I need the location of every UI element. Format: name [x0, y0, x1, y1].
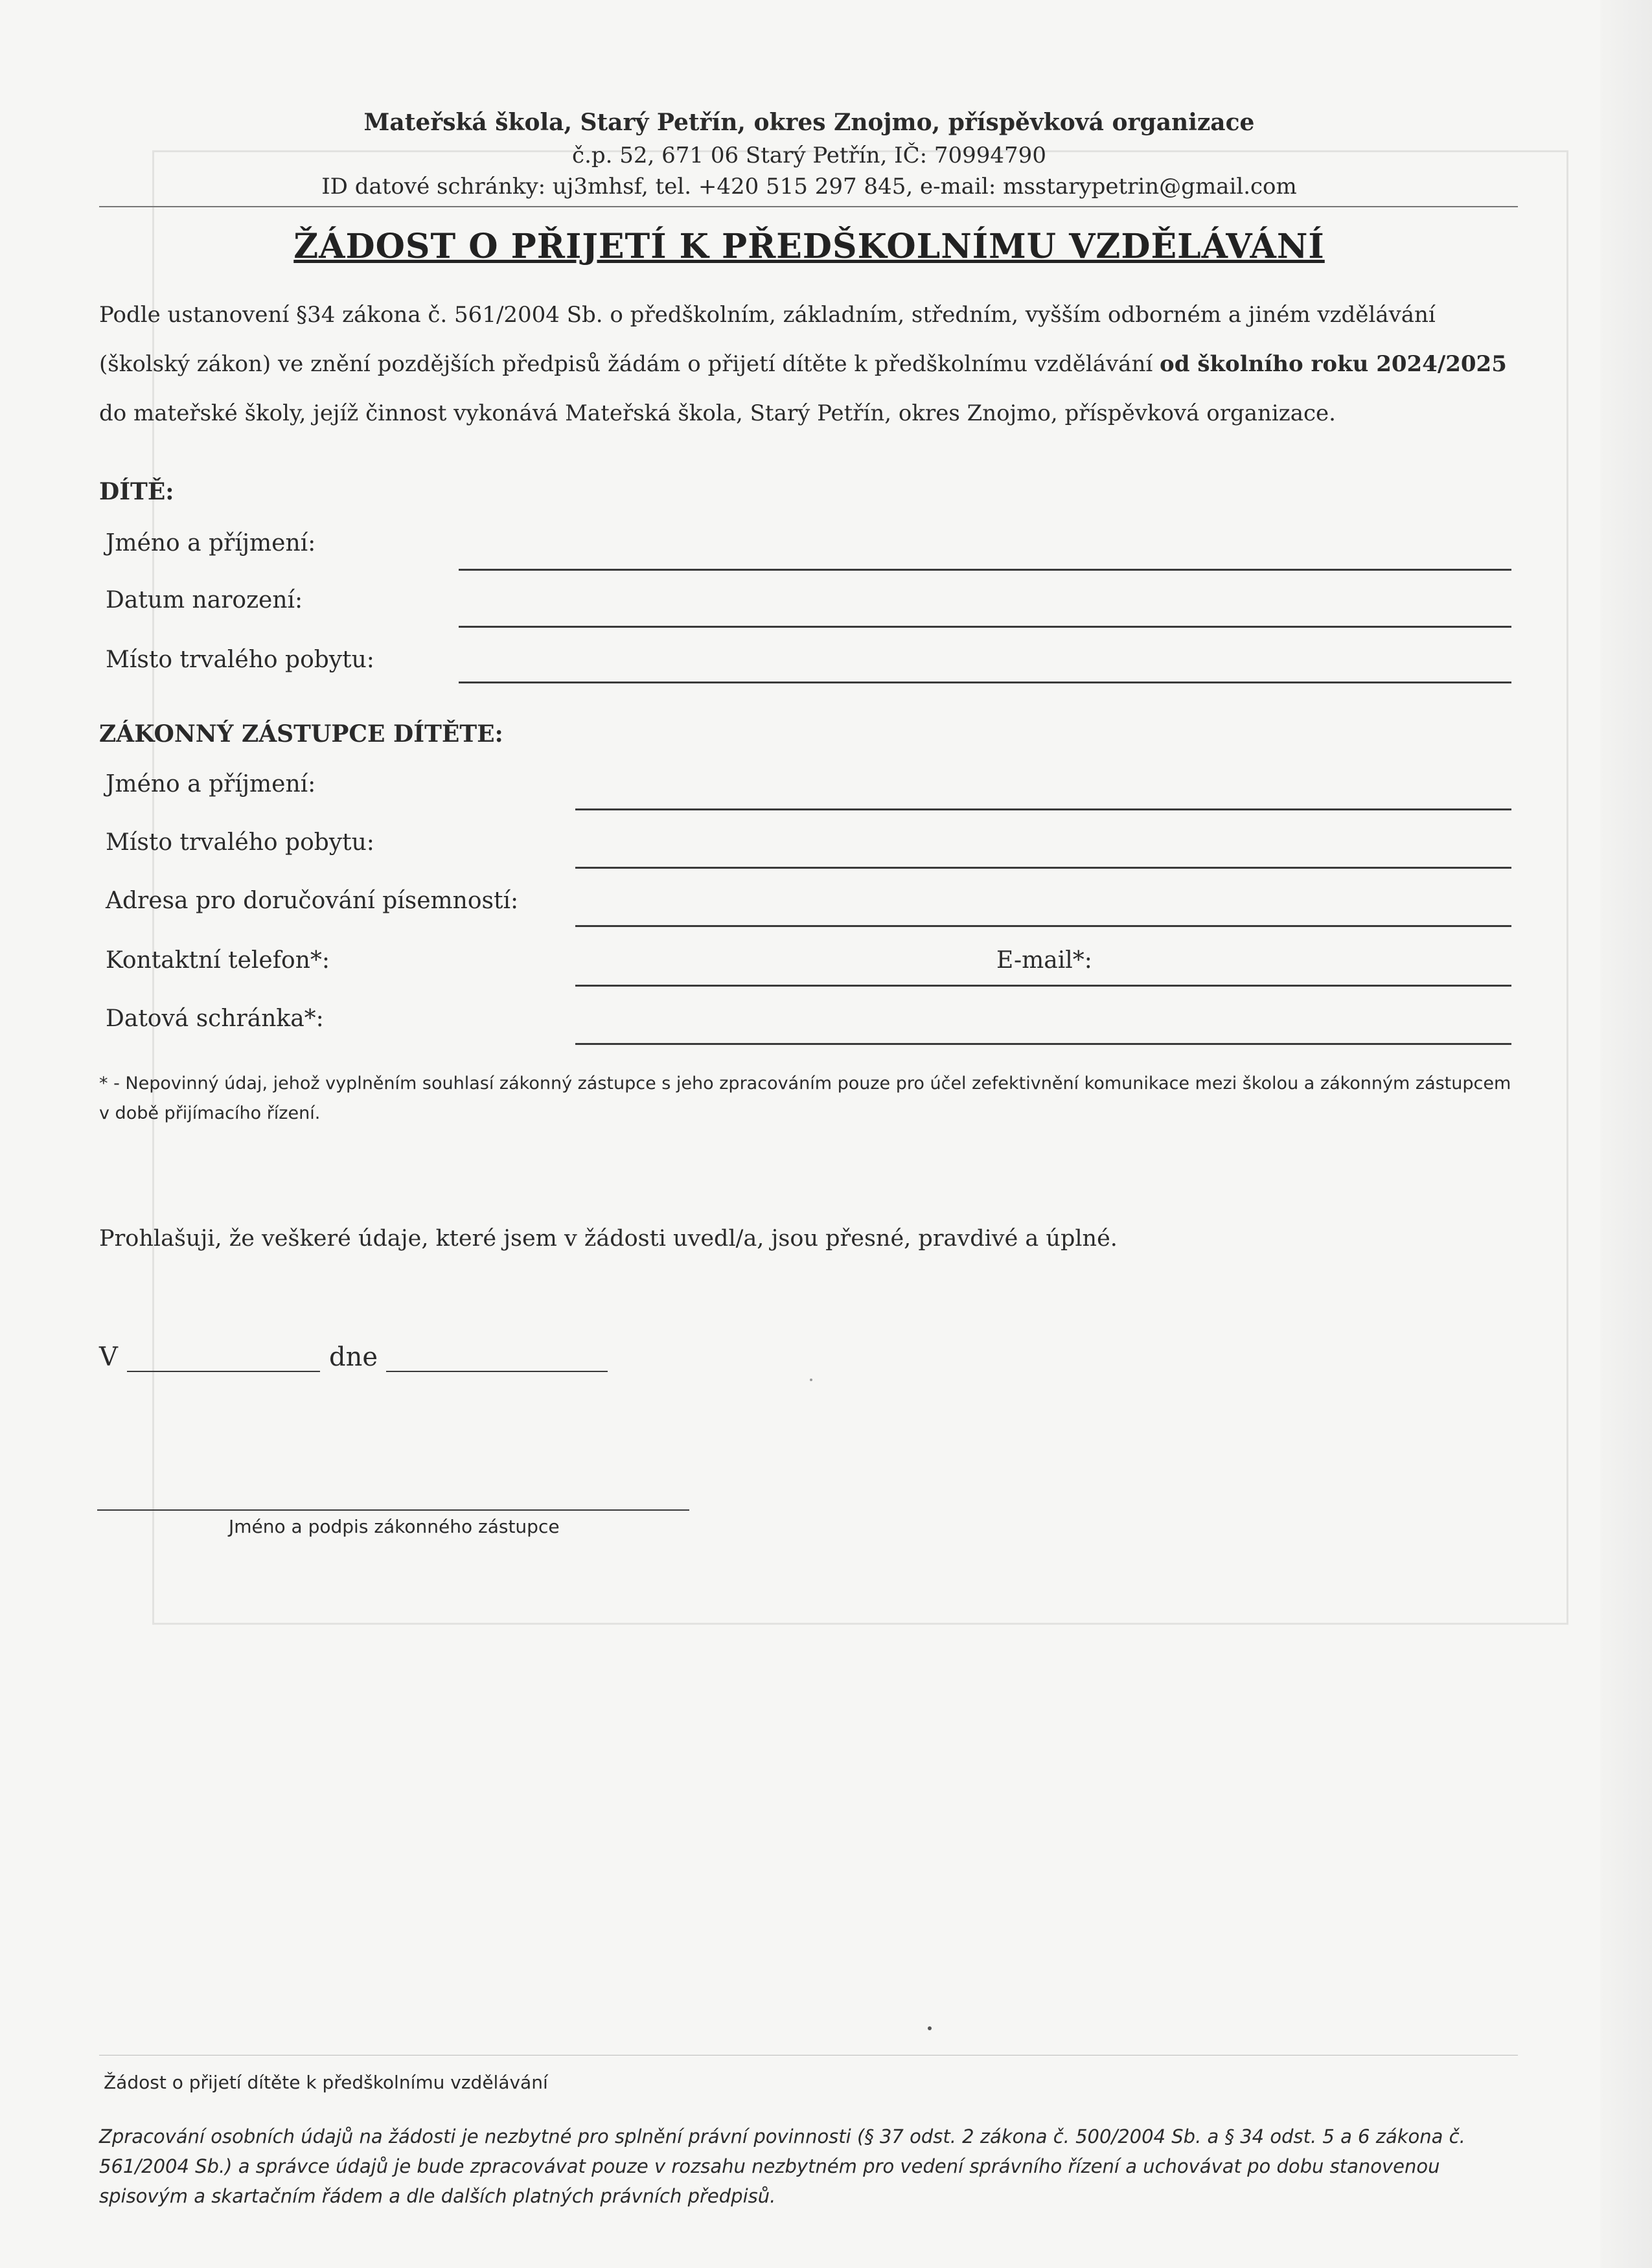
optional-footnote: * - Nepovinný údaj, jehož vyplněním souhlasí zákonný zástupce s jeho zpracováním pouze pro účel zefektivnění komunikace mezi školou a zákonným zástupcem v době přijímacího řízení.: [99, 1073, 1511, 1123]
date-prefix: dne: [329, 1342, 378, 1372]
date-field[interactable]: [386, 1371, 608, 1372]
footer-gdpr-text: Zpracování osobních údajů na žádosti je nezbytné pro splnění právní povinnosti (§ 37 odst. 2 zákona č. 500/2004 Sb. a § 34 odst. 5 a 6 zákona č. 561/2004 Sb.) a správce údajů je bude zpracovávat pouze v rozsahu nezbytném pro vedení správního řízení a uchovávat po dobu stanovenou spisovým a skartačním řádem a dle dalších platných právních předpisů.: [99, 2125, 1465, 2207]
place-field[interactable]: [127, 1371, 320, 1372]
guardian-email-label: E-mail*:: [996, 947, 1092, 974]
intro-text: Podle ustanovení §34 zákona č. 561/2004 Sb. o předškolním, základním, středním, vyšším odborném a jiném vzdělávání (školský zákon) ve znění pozdějších předpisů žádám o přijetí dítěte k předškolnímu vzdělávání: [99, 302, 1436, 377]
guardian-name-label: Jméno a příjmení:: [106, 771, 316, 797]
declaration-text: Prohlašuji, že veškeré údaje, které jsem v žádosti uvedl/a, jsou přesné, pravdivé a úplné.: [99, 1226, 1118, 1252]
child-birth-label: Datum narození:: [106, 587, 303, 613]
footer-divider: [99, 2055, 1518, 2056]
signature-caption: Jméno a podpis zákonného zástupce: [229, 1516, 560, 1537]
guardian-phone-email-field[interactable]: [575, 985, 1511, 987]
intro-paragraph: [99, 290, 1518, 438]
child-heading: DÍTĚ:: [99, 478, 174, 505]
guardian-residence-field[interactable]: [575, 867, 1511, 869]
guardian-delivery-label: Adresa pro doručování písemností:: [106, 888, 519, 914]
signature-field[interactable]: [97, 1509, 689, 1511]
child-name-field[interactable]: [459, 569, 1511, 571]
guardian-databox-field[interactable]: [575, 1043, 1511, 1045]
guardian-databox-label: Datová schránka*:: [106, 1005, 324, 1032]
place-prefix: V: [99, 1342, 118, 1372]
child-residence-label: Místo trvalého pobytu:: [106, 647, 374, 673]
school-contact: ID datové schránky: uj3mhsf, tel. +420 515 297 845, e-mail: msstarypetrin@gmail.com: [321, 174, 1297, 200]
child-birth-field[interactable]: [459, 626, 1511, 628]
guardian-residence-label: Místo trvalého pobytu:: [106, 829, 374, 856]
child-name-label: Jméno a příjmení:: [106, 530, 316, 556]
intro-text-end: do mateřské školy, jejíž činnost vykonává Mateřská škola, Starý Petřín, okres Znojmo, příspěvková organizace.: [99, 400, 1336, 426]
header-divider: [99, 206, 1518, 207]
intro-school-year: od školního roku 2024/2025: [1160, 351, 1507, 377]
scan-dot: [928, 2026, 932, 2030]
guardian-delivery-field[interactable]: [575, 925, 1511, 927]
child-residence-field[interactable]: [459, 682, 1511, 683]
school-address: č.p. 52, 671 06 Starý Petřín, IČ: 70994790: [572, 143, 1046, 168]
page-edge: [1600, 0, 1652, 2268]
footer-form-title: Žádost o přijetí dítěte k předškolnímu vzdělávání: [104, 2072, 548, 2093]
guardian-phone-label: Kontaktní telefon*:: [106, 947, 330, 974]
guardian-name-field[interactable]: [575, 808, 1511, 810]
scan-dot: [810, 1379, 812, 1381]
school-name: Mateřská škola, Starý Petřín, okres Znojmo, příspěvková organizace: [363, 109, 1255, 136]
guardian-heading: ZÁKONNÝ ZÁSTUPCE DÍTĚTE:: [99, 720, 503, 748]
form-title: ŽÁDOST O PŘIJETÍ K PŘEDŠKOLNÍMU VZDĚLÁVÁNÍ: [293, 227, 1325, 266]
